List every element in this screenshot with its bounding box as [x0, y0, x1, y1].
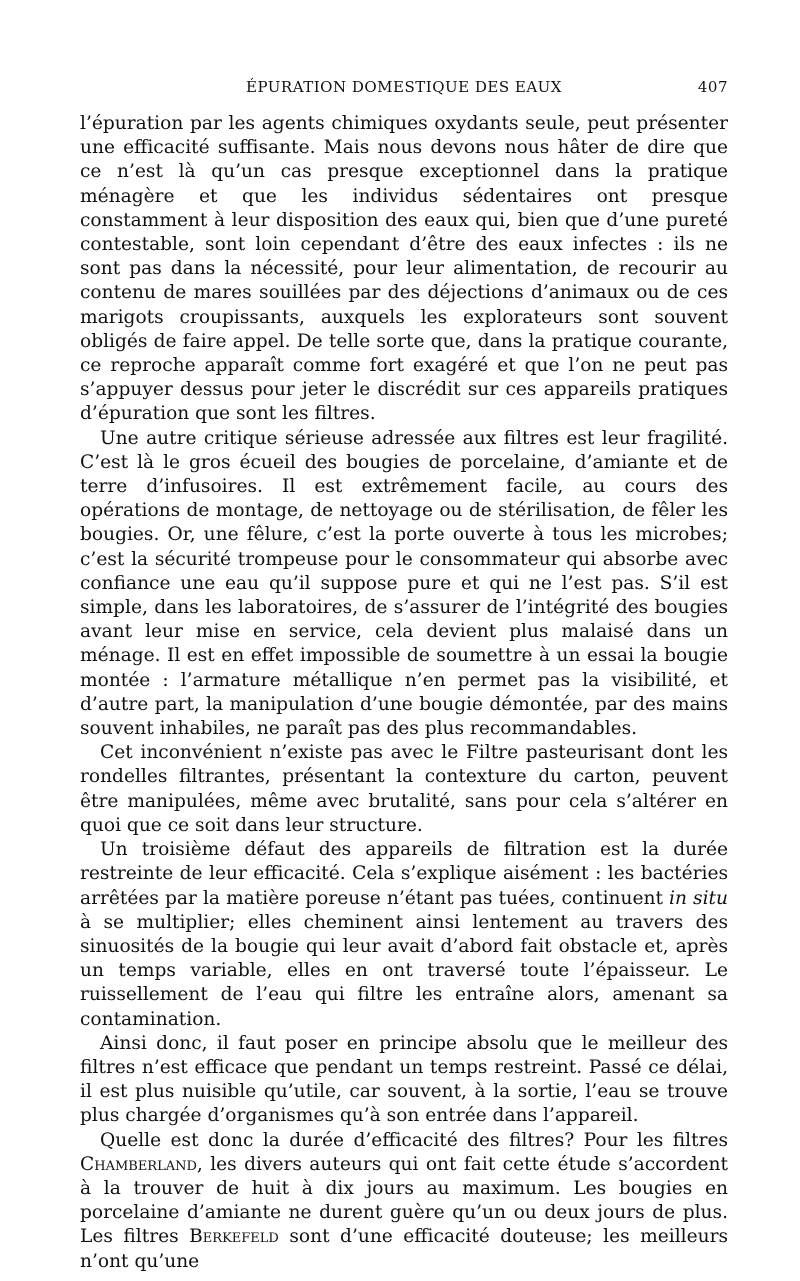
paragraph: Cet inconvénient n’existe pas avec le Filtre pasteurisant dont les rondelles filtrantes, présentant la contexture du carton, peuvent être manipulées, même avec brutalité, sans pour cela s’altérer en quoi que ce soit dans leur structure.	[80, 742, 728, 836]
paragraph-text: Quelle est donc la durée d’efficacité des filtres? Pour les filtres	[100, 1129, 728, 1151]
paragraph: Ainsi donc, il faut poser en principe absolu que le meilleur des filtres n’est efficace que pendant un temps restreint. Passé ce délai, il est plus nuisible qu’utile, car souvent, à la sortie, l’eau se trouve plus chargée d’organismes qu’à son entrée dans l’appareil.	[80, 1032, 728, 1127]
paragraph-text: à se multiplier; elles cheminent ainsi lentement au travers des sinuosités de la bougie qui leur avait d’abord fait obstacle et, après un temps variable, elles en ont traversé toute l’épaisseur. Le ruissellement de l’eau qui filtre les entraîne alors, amenant sa contamination.	[80, 911, 728, 1030]
paragraph-text: Un troisième défaut des appareils de filtration est la durée restreinte de leur efficacité. Cela s’explique aisément : les bactéries arrêtées par la matière poreuse n’étant pas tuées, continuent	[80, 839, 728, 909]
page-number: 407	[697, 78, 728, 96]
running-title: ÉPURATION DOMESTIQUE DES EAUX	[246, 78, 562, 96]
paragraph	[80, 1129, 728, 1274]
book-page	[80, 72, 728, 1274]
italic-term: in situ	[669, 887, 728, 909]
page-header	[80, 72, 728, 100]
body-text	[80, 112, 728, 1274]
paragraph-text: , les divers auteurs qui ont fait cette étude s’accordent à la trouver de huit à dix jours au maximum. Les bougies en porcelaine d’amiante ne durent guère qu’un ou deux jours de plus. Les filtres	[80, 1153, 728, 1248]
paragraph-text: sont d’une efficacité douteuse; les meilleurs n’ont qu’une	[80, 1226, 728, 1272]
author-name-smallcaps: Chamberland	[80, 1153, 197, 1175]
paragraph	[80, 838, 728, 1032]
paragraph: Une autre critique sérieuse adressée aux filtres est leur fragilité. C’est là le gros écueil des bougies de porcelaine, d’amiante et de terre d’infusoires. Il est extrêmement facile, au cours des opérations de montage, de nettoyage ou de stérilisation, de fêler les bougies. Or, une fêlure, c’est la porte ouverte à tous les microbes; c’est la sécurité trompeuse pour le consommateur qui absorbe avec confiance une eau qu’il suppose pure et qui ne l’est pas. S’il est simple, dans les laboratoires, de s’assurer de l’intégrité des bougies avant leur mise en service, cela devient plus malaisé dans un ménage. Il est en effet impossible de soumettre à un essai la bougie montée : l’armature métallique n’en permet pas la visibilité, et d’autre part, la manipulation d’une bougie démontée, par des mains souvent inhabiles, ne paraît pas des plus recommandables.	[80, 427, 728, 740]
paragraph: l’épuration par les agents chimiques oxydants seule, peut présenter une efficacité suffisante. Mais nous devons nous hâter de dire que ce n’est là qu’un cas presque exceptionnel dans la pratique ménagère et que les individus sédentaires ont presque constamment à leur disposition des eaux qui, bien que d’une pureté contestable, sont loin cependant d’être des eaux infectes : ils ne sont pas dans la nécessité, pour leur alimentation, de recourir au contenu de mares souillées par des déjections d’animaux ou de ces marigots croupissants, auxquels les explorateurs sont souvent obligés de faire appel. De telle sorte que, dans la pratique courante, ce reproche apparaît comme fort exagéré et que l’on ne peut pas s’appuyer dessus pour jeter le discrédit sur ces appareils pratiques d’épuration que sont les filtres.	[80, 113, 728, 425]
author-name-smallcaps: Berkefeld	[189, 1226, 279, 1248]
